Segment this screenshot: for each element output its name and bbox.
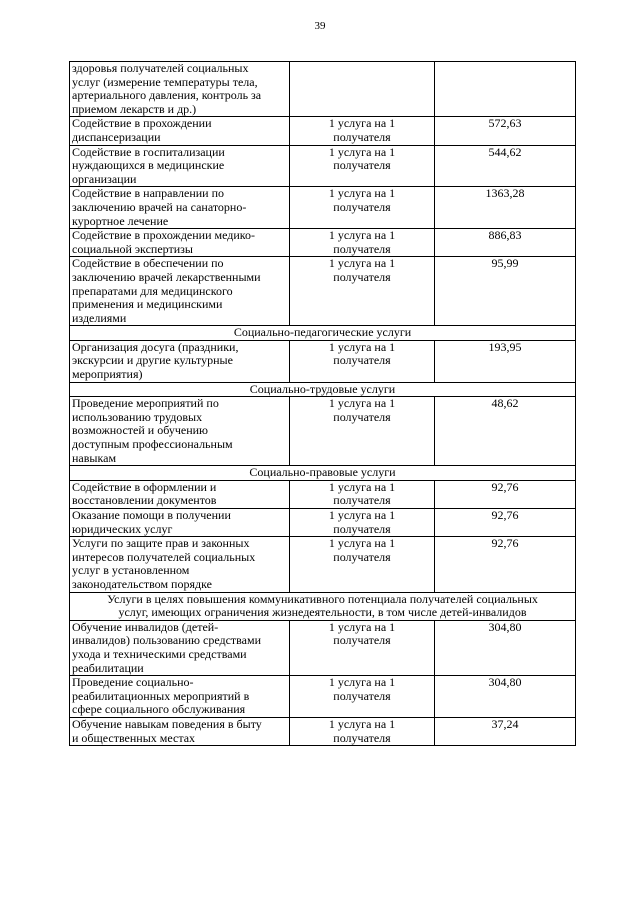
price-cell [435, 62, 576, 117]
service-name-cell: Организация досуга (праздники, экскурсии и другие культурные мероприятия) [70, 340, 290, 382]
service-name-cell: Содействие в оформлении и восстановлении документов [70, 480, 290, 508]
service-name-cell: Проведение мероприятий по использованию трудовых возможностей и обучению доступным профессиональным навыкам [70, 397, 290, 466]
section-row [70, 326, 576, 341]
section-title: Услуги в целях повышения коммуникативного потенциала получателей социальных услуг, имеющих ограничения жизнедеятельности, в том числе детей-инвалидов [70, 592, 576, 620]
services-table-body [70, 62, 576, 746]
service-name-cell: Обучение навыкам поведения в быту и общественных местах [70, 717, 290, 745]
unit-cell: 1 услуга на 1 получателя [290, 676, 435, 718]
unit-cell: 1 услуга на 1 получателя [290, 717, 435, 745]
price-cell: 572,63 [435, 117, 576, 145]
price-cell: 92,76 [435, 480, 576, 508]
unit-cell: 1 услуга на 1 получателя [290, 117, 435, 145]
table-row [70, 145, 576, 187]
price-cell: 193,95 [435, 340, 576, 382]
table-row [70, 717, 576, 745]
section-title: Социально-правовые услуги [70, 466, 576, 481]
price-cell: 92,76 [435, 509, 576, 537]
unit-cell: 1 услуга на 1 получателя [290, 537, 435, 592]
price-cell: 886,83 [435, 229, 576, 257]
price-cell: 1363,28 [435, 187, 576, 229]
section-row [70, 382, 576, 397]
unit-cell [290, 62, 435, 117]
price-cell: 304,80 [435, 620, 576, 675]
unit-cell: 1 услуга на 1 получателя [290, 397, 435, 466]
service-name-cell: здоровья получателей социальных услуг (измерение температуры тела, артериального давления, контроль за приемом лекарств и др.) [70, 62, 290, 117]
services-table [69, 61, 576, 746]
service-name-cell: Услуги по защите прав и законных интересов получателей социальных услуг в установленном законодательством порядке [70, 537, 290, 592]
page-number: 39 [314, 20, 326, 32]
service-name-cell: Обучение инвалидов (детей- инвалидов) пользованию средствами ухода и техническими средствами реабилитации [70, 620, 290, 675]
section-title: Социально-трудовые услуги [70, 382, 576, 397]
section-row [70, 466, 576, 481]
service-name-cell: Оказание помощи в получении юридических услуг [70, 509, 290, 537]
table-row [70, 187, 576, 229]
table-row [70, 676, 576, 718]
price-cell: 92,76 [435, 537, 576, 592]
table-row [70, 62, 576, 117]
price-cell: 544,62 [435, 145, 576, 187]
unit-cell: 1 услуга на 1 получателя [290, 187, 435, 229]
unit-cell: 1 услуга на 1 получателя [290, 480, 435, 508]
table-row [70, 340, 576, 382]
unit-cell: 1 услуга на 1 получателя [290, 509, 435, 537]
service-name-cell: Проведение социально- реабилитационных мероприятий в сфере социального обслуживания [70, 676, 290, 718]
price-cell: 37,24 [435, 717, 576, 745]
unit-cell: 1 услуга на 1 получателя [290, 340, 435, 382]
service-name-cell: Содействие в прохождении диспансеризации [70, 117, 290, 145]
table-row [70, 480, 576, 508]
unit-cell: 1 услуга на 1 получателя [290, 229, 435, 257]
table-row [70, 397, 576, 466]
price-cell: 48,62 [435, 397, 576, 466]
unit-cell: 1 услуга на 1 получателя [290, 257, 435, 326]
table-row [70, 509, 576, 537]
table-row [70, 117, 576, 145]
service-name-cell: Содействие в прохождении медико- социальной экспертизы [70, 229, 290, 257]
service-name-cell: Содействие в госпитализации нуждающихся в медицинские организации [70, 145, 290, 187]
table-row [70, 537, 576, 592]
section-title: Социально-педагогические услуги [70, 326, 576, 341]
service-name-cell: Содействие в направлении по заключению врачей на санаторно- курортное лечение [70, 187, 290, 229]
unit-cell: 1 услуга на 1 получателя [290, 145, 435, 187]
price-cell: 95,99 [435, 257, 576, 326]
table-row [70, 620, 576, 675]
service-name-cell: Содействие в обеспечении по заключению врачей лекарственными препаратами для медицинского применения и медицинскими изделиями [70, 257, 290, 326]
price-cell: 304,80 [435, 676, 576, 718]
table-row [70, 229, 576, 257]
table-row [70, 257, 576, 326]
section-row [70, 592, 576, 620]
unit-cell: 1 услуга на 1 получателя [290, 620, 435, 675]
